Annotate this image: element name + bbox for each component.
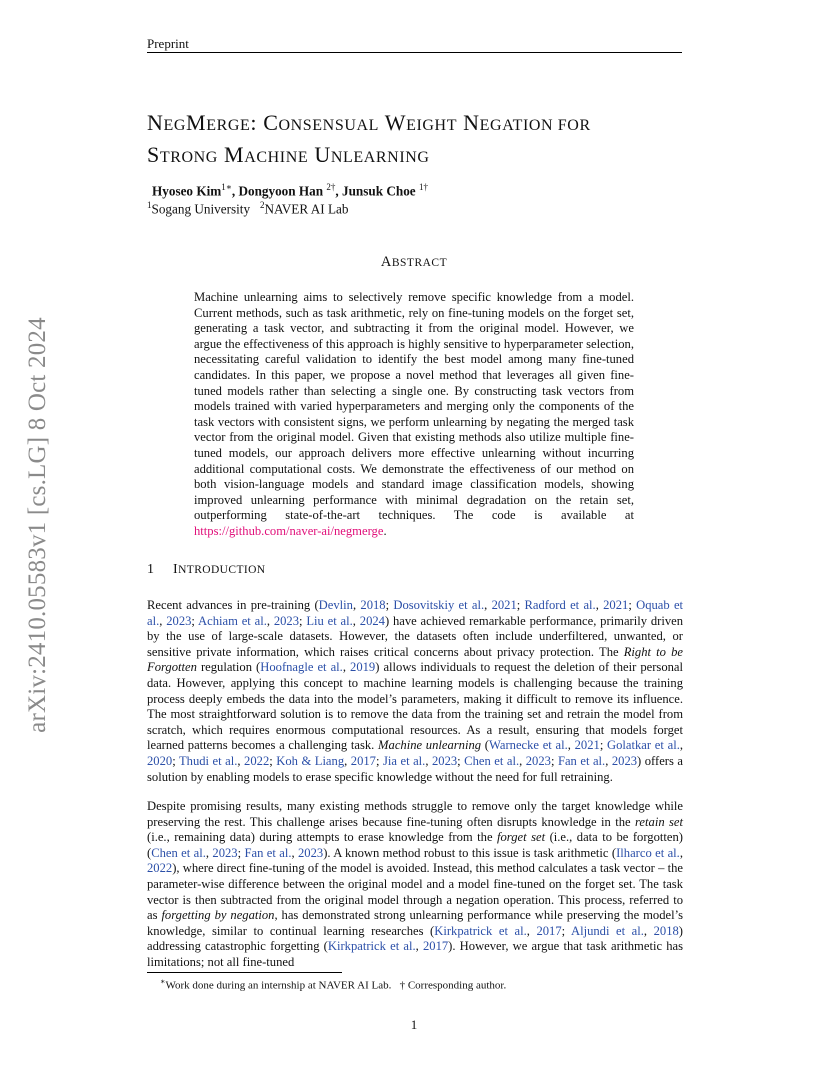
title-part: EIGHT: [406, 117, 458, 134]
text: ,: [344, 753, 351, 768]
text: ,: [159, 613, 167, 628]
citation-link[interactable]: 2018: [653, 923, 679, 938]
section-heading-introduction: [147, 562, 266, 578]
citation-link[interactable]: Chen et al.: [151, 845, 206, 860]
text: ;: [457, 753, 465, 768]
author-list: [152, 182, 428, 199]
text: ) have achieved remarkable performance, primarily driven by the use of large-scale datasets. However, the datasets often include underfiltered, unwanted, or sensitive private information, which raises critical concerns about privacy protection. The: [147, 613, 684, 659]
affiliations: [147, 200, 348, 217]
title-part: EGATION FOR: [479, 117, 591, 134]
text: ) addressing catastrophic forgetting (: [147, 923, 683, 954]
title-line-2: [147, 140, 707, 172]
arxiv-stamp-text: arXiv:2410.05583v1 [cs.LG] 8 Oct 2024: [24, 317, 51, 733]
footnote-marker: †: [399, 979, 406, 992]
emphasis-text: forget set: [497, 830, 546, 845]
citation-link[interactable]: 2021: [574, 738, 600, 753]
citation-link[interactable]: 2020: [147, 753, 173, 768]
citation-link[interactable]: 2023: [273, 613, 300, 628]
text: Despite promising results, many existing methods struggle to remove only the target knowledge while preserving the rest. This challenge arises because fine-tuning often disrupts knowledge in the: [147, 799, 683, 829]
text: ) allows individuals to request the deletion of their personal data. However, applying this concept to machine learning models is challenging because the training process deeply embeds the data into the model’s parameters, making it difficult to remove its influence. The most straightforward solution is to remove the data from the training set and retrain the model from scratch, which requires enormous computational resources. As a result, ensuring that models forget learned patterns becomes a challenging task.: [147, 660, 684, 753]
emphasis-text: Machine unlearning: [378, 738, 482, 753]
title-part: U: [308, 142, 331, 167]
text: ,: [342, 660, 351, 675]
intro-paragraph-1: [147, 598, 683, 785]
citation-link[interactable]: Hoofnagle et al.: [260, 660, 343, 675]
title-part: S: [147, 142, 160, 167]
text: ;: [375, 753, 383, 768]
heading-part: BSTRACT: [391, 257, 448, 269]
text: Recent advances in pre-training (: [147, 598, 319, 612]
title-part: TRONG: [159, 149, 218, 166]
emphasis-text: Right to be Forgotten: [147, 644, 683, 675]
citation-link[interactable]: 2023: [298, 845, 324, 860]
footnote-text: Work done during an internship at NAVER AI Lab.: [165, 979, 392, 992]
citation-link[interactable]: 2017: [350, 753, 376, 768]
citation-link[interactable]: Kirkpatrick et al.: [327, 939, 416, 954]
citation-link[interactable]: 2023: [166, 613, 192, 628]
text: (: [481, 738, 489, 753]
citation-link[interactable]: Oquab et al.: [147, 598, 684, 628]
text: ;: [561, 923, 571, 938]
citation-link[interactable]: Aljundi et al.: [570, 923, 644, 938]
text: ,: [237, 753, 245, 768]
citation-link[interactable]: 2018: [360, 598, 386, 612]
citation-link[interactable]: 2021: [603, 598, 629, 612]
text: ;: [191, 613, 199, 628]
citation-link[interactable]: Radford et al.: [524, 598, 596, 612]
citation-link[interactable]: 2023: [525, 753, 551, 768]
text: ,: [205, 845, 213, 860]
text: ,: [352, 598, 361, 612]
text: regulation (: [196, 660, 261, 675]
text: ,: [415, 939, 423, 954]
affiliation-marker: 2: [259, 200, 265, 210]
text: ). However, we argue that task arithmetic has limitations; not all fine-tuned: [147, 939, 683, 969]
header-rule: [147, 52, 682, 53]
citation-link[interactable]: 2023: [611, 753, 638, 768]
title-part: : C: [250, 110, 279, 135]
code-repository-link[interactable]: https://github.com/naver-ai/negmerge: [194, 523, 384, 538]
arxiv-sidebar-stamp: [20, 295, 56, 755]
citation-link[interactable]: 2023: [431, 753, 458, 768]
citation-link[interactable]: Warnecke et al.: [488, 738, 568, 753]
running-header: Preprint: [147, 36, 189, 51]
text: ,: [484, 598, 492, 612]
text: ,: [352, 613, 360, 628]
text: ,: [425, 753, 432, 768]
text: ;: [599, 738, 608, 753]
title-line-1: [147, 108, 707, 140]
citation-link[interactable]: 2017: [422, 939, 449, 954]
text: ,: [679, 738, 683, 753]
text: ,: [291, 845, 298, 860]
author-name: , Dongyoon Han: [231, 183, 327, 199]
title-part: W: [379, 110, 407, 135]
citation-link[interactable]: 2022: [147, 861, 173, 876]
citation-link[interactable]: Devlin: [318, 598, 353, 612]
citation-link[interactable]: 2017: [536, 923, 562, 938]
text: ), where direct fine-tuning of the model is avoided. Instead, this method calculates a task vector – the parameter-wise difference between the original model and a model fine-tuned on the forget set. The task vector is then subtracted from the original model through a negation operation. This process, referred to as: [147, 861, 683, 923]
citation-link[interactable]: 2019: [350, 660, 376, 675]
citation-link[interactable]: 2024: [359, 613, 385, 628]
section-number: 1: [147, 562, 155, 577]
title-part: M: [186, 110, 207, 135]
author-marker: 1†: [418, 182, 428, 192]
text: (i.e., remaining data) during attempts to erase knowledge from the: [147, 830, 498, 845]
affiliation-name: NAVER AI Lab: [264, 201, 349, 217]
emphasis-text: retain set: [635, 814, 683, 829]
author-name: Hyoseo Kim: [152, 183, 222, 199]
citation-link[interactable]: 2021: [491, 598, 517, 612]
author-marker: 1∗: [221, 182, 232, 192]
footnote-rule: [147, 972, 342, 973]
abstract-body: [194, 290, 634, 540]
title-part: NLEARNING: [330, 149, 430, 166]
text: ;: [299, 613, 307, 628]
author-name: , Junsuk Choe: [335, 183, 419, 199]
footnote: [160, 977, 506, 992]
text: ;: [628, 598, 637, 612]
intro-paragraph-2: [147, 799, 683, 971]
abstract-text: .: [383, 523, 387, 538]
text: ,: [679, 845, 683, 860]
abstract-heading: [0, 254, 828, 271]
citation-link[interactable]: Chen et al.: [464, 753, 520, 768]
title-part: N: [457, 110, 480, 135]
affiliation-marker: 1: [147, 200, 152, 210]
citation-link[interactable]: Achiam et al.: [198, 613, 267, 628]
text: ;: [172, 753, 179, 768]
citation-link[interactable]: Liu et al.: [306, 613, 353, 628]
emphasis-text: forgetting by negation: [161, 908, 275, 923]
citation-link[interactable]: Kirkpatrick et al.: [434, 923, 527, 938]
abstract-text: Machine unlearning aims to selectively remove specific knowledge from a model. Current methods, such as task arithmetic, rely on fine-tuning models on the forget set, generating a task vector, and subtracting it from the original model. However, we argue the effectiveness of this approach is highly sensitive to hyperparameter selection, necessitating careful validation to identify the best model among many fine-tuned candidates. In this paper, we propose a novel method that leverages all given fine-tuned models rather than selecting a single one. By constructing task vectors from models trained with varied hyperparameters and merging only the components of the task vectors with consistent signs, we perform unlearning by negating the merged task vector from the original model. Given that existing methods also utilize multiple fine-tuned models, our approach delivers more effective unlearning without incurring additional computational costs. We demonstrate the effectiveness of our method on both vision-language models and standard image classification models, showing improved unlearning performance with minimal degradation on the retain set, outperforming state-of-the-art techniques. The code is available at: [194, 290, 634, 523]
heading-part: A: [380, 254, 392, 270]
citation-link[interactable]: Koh & Liang: [276, 753, 345, 768]
text: ;: [516, 598, 525, 612]
text: ,: [595, 598, 604, 612]
citation-link[interactable]: Ilharco et al.: [616, 845, 680, 860]
citation-link[interactable]: Fan et al.: [244, 845, 292, 860]
citation-link[interactable]: Thudi et al.: [178, 753, 238, 768]
section-title-part: I: [173, 562, 179, 577]
title-part: ONSENSUAL: [278, 117, 380, 134]
text: ;: [237, 845, 245, 860]
text: (i.e., data to be forgotten) (: [147, 830, 683, 860]
citation-link[interactable]: 2022: [244, 753, 270, 768]
text: ). A known method robust to this issue is task arithmetic (: [323, 845, 617, 860]
text: ,: [567, 738, 575, 753]
text: ,: [266, 613, 274, 628]
title-part: ERGE: [206, 117, 251, 134]
text: ) offers a solution by enabling models to erase specific knowledge without the need for full retraining.: [147, 753, 683, 784]
author-marker: 2†: [326, 182, 336, 192]
text: ;: [385, 598, 394, 612]
footnote-marker: ∗: [160, 977, 166, 986]
paper-title: [147, 108, 707, 172]
text: ,: [519, 753, 526, 768]
title-part: N: [147, 110, 164, 135]
text: ,: [643, 923, 654, 938]
text: ,: [605, 753, 612, 768]
citation-link[interactable]: Dosovitskiy et al.: [393, 598, 485, 612]
section-title-part: NTRODUCTION: [178, 564, 266, 576]
title-part: ACHINE: [244, 149, 309, 166]
citation-link[interactable]: Golatkar et al.: [607, 738, 680, 753]
text: ,: [526, 923, 537, 938]
citation-link[interactable]: 2023: [212, 845, 238, 860]
footnote-text: Corresponding author.: [405, 979, 507, 992]
text: ;: [269, 753, 277, 768]
title-part: EG: [163, 117, 187, 134]
citation-link[interactable]: Fan et al.: [557, 753, 606, 768]
affiliation-name: Sogang University: [151, 201, 251, 217]
page-number: 1: [410, 1017, 418, 1032]
text: , has demonstrated strong unlearning performance while preserving the model’s knowledge, similar to continual learning researches (: [147, 908, 684, 938]
text: ;: [550, 753, 558, 768]
citation-link[interactable]: Jia et al.: [382, 753, 426, 768]
title-part: M: [217, 142, 245, 167]
